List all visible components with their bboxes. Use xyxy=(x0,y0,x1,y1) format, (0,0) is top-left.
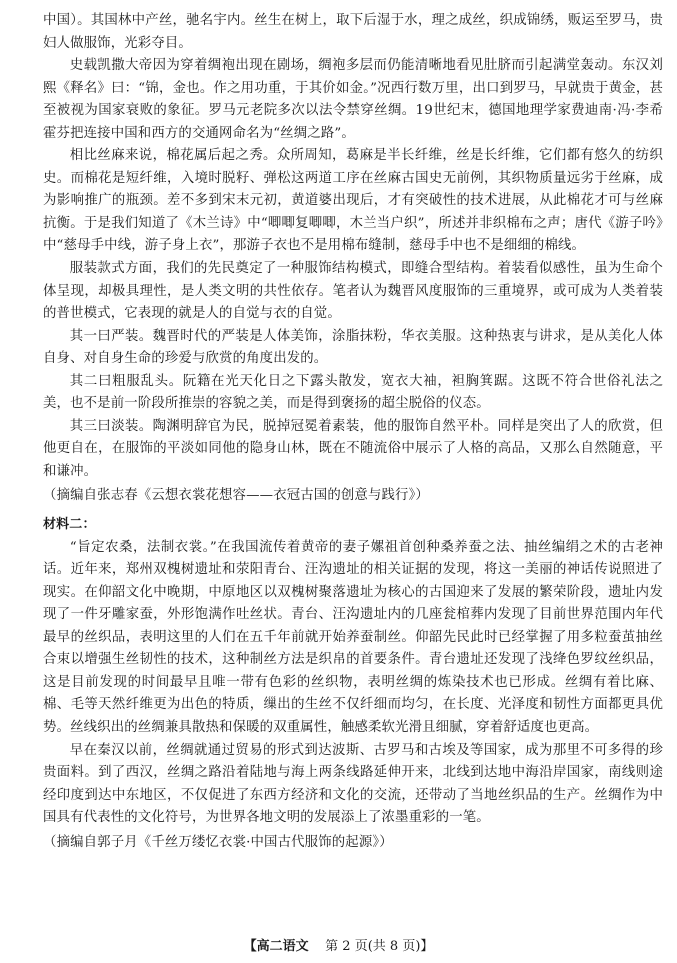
footer-spacer xyxy=(313,939,321,954)
paragraph-rough-dress: 其二曰粗服乱头。阮籍在光天化日之下露头散发，宽衣大袖，袒胸箕踞。这既不符合世俗礼法之美，也不是前一阶段所推崇的容貌之美，而是得到褒扬的超尘脱俗的仪态。 xyxy=(43,373,663,412)
paragraph-silk-trade: 早在秦汉以前，丝绸就通过贸易的形式到达波斯、古罗马和古埃及等国家，成为那里不可多得的珍贵面料。到了西汉，丝绸之路沿着陆地与海上两条线路延伸开来，北线到达地中海沿岸国家，南线则途经印度到达中东地区，不仅促进了东西方经济和文化的交流，还带动了当地丝织品的生产。丝绸作为中国具有代表性的文化符号，为世界各地文明的发展添上了浓墨重彩的一笔。 xyxy=(43,742,663,826)
citation-material-two: （摘编自郭子月《千丝万缕忆衣裳·中国古代服饰的起源》） xyxy=(43,834,393,850)
page-body xyxy=(43,10,663,854)
footer-page-number: 第 2 页(共 8 页)】 xyxy=(325,939,434,954)
material-two-heading: 材料二： xyxy=(43,517,96,533)
paragraph-strict-dress: 其一曰严装。魏晋时代的严装是人体美饰，涂脂抹粉，华衣美服。这种热衷与讲求，是从美化人体自身、对自身生命的珍爱与欣赏的角度出发的。 xyxy=(43,328,663,367)
page-footer xyxy=(0,938,677,956)
paragraph-clothing-style: 服装款式方面，我们的先民奠定了一种服饰结构模式，即缝合型结构。着装看似感性，虽为生命个体呈现，却极具理性，是人类文明的共性依存。笔者认为魏晋风度服饰的三重境界，或可成为人类着装的普世模式，它表现的就是人的自觉与衣的自觉。 xyxy=(43,261,663,322)
paragraph-caesar-silk: 史载凯撒大帝因为穿着绸袍出现在剧场，绸袍多层而仍能清晰地看见肚脐而引起满堂轰动。东汉刘熙《释名》曰：“锦，金也。作之用功重，于其价如金。”况西行数万里，出口到罗马，早就贵于黄金，甚至被视为国家衰败的象征。罗马元老院多次以法令禁穿丝绸。19世纪末，德国地理学家费迪南·冯·李希霍芬把连接中国和西方的交通网命名为“丝绸之路”。 xyxy=(43,58,663,141)
paragraph-continuation: 中国）。其国林中产丝，驰名宇内。丝生在树上，取下后湿于水，理之成丝，织成锦绣，贩运至罗马，贵妇人做服饰，光彩夺目。 xyxy=(43,13,663,51)
paragraph-cotton: 相比丝麻来说，棉花属后起之秀。众所周知，葛麻是半长纤维，丝是长纤维，它们都有悠久的纺织史。而棉花是短纤维，入境时脱籽、弹松这两道工序在丝麻古国史无前例，其织物质量远劣于丝麻，成为影响推广的瓶颈。差不多到宋末元初，黄道婆出现后，才有突破性的技术进展，从此棉花才可与丝麻抗衡。于是我们知道了《木兰诗》中“唧唧复唧唧，木兰当户织”，所述并非织棉布之声；唐代《游子吟》中“慈母手中线，游子身上衣”，那游子衣也不是用棉布缝制，慈母手中也不是细细的棉线。 xyxy=(43,148,663,254)
footer-subject-tag: 【高二语文 xyxy=(243,939,309,954)
paragraph-silk-origin: “旨定农桑，法制衣裳。”在我国流传着黄帝的妻子嫘祖首创种桑养蚕之法、抽丝编绢之术的古老神话。近年来，郑州双槐树遗址和荥阳青台、汪沟遗址的相关证据的发现，将这一美丽的神话传说照进了现实。在仰韶文化中晚期，中原地区以双槐树聚落遗址为核心的古国迎来了发展的繁荣阶段，遗址内发现了一件牙雕家蚕，外形饱满作吐丝状。青台、汪沟遗址内的几座瓮棺葬内发现了目前世界范围内年代最早的丝织品，表明这里的人们在五千年前就开始养蚕制丝。仰韶先民此时已经掌握了用多粒蚕茧抽丝合束以增强生丝韧性的技术，这种制丝方法是织帛的首要条件。青台遗址还发现了浅绛色罗纹丝织品，这是目前发现的时间最早且唯一带有色彩的丝织物，表明丝绸的炼染技术也已形成。丝绸有着比麻、棉、毛等天然纤维更为出色的特质，缫出的生丝不仅纤细而均匀，在长度、光泽度和韧性方面都更具优势。丝线织出的丝绸兼具散热和保暖的双重属性，触感柔软光滑且细腻，穿着舒适度也更高。 xyxy=(43,539,663,735)
citation-material-one: （摘编自张志春《云想衣裳花想容——衣冠古国的创意与践行》） xyxy=(43,488,429,504)
paragraph-plain-dress: 其三曰淡装。陶渊明辞官为民，脱掉冠冕着素装，他的服饰自然平朴。同样是突出了人的欣赏，但他更自在，在服饰的平淡如同他的隐身山林，既在不随流俗中展示了人格的高品，又那么自然随意，平和谦冲。 xyxy=(43,418,663,479)
